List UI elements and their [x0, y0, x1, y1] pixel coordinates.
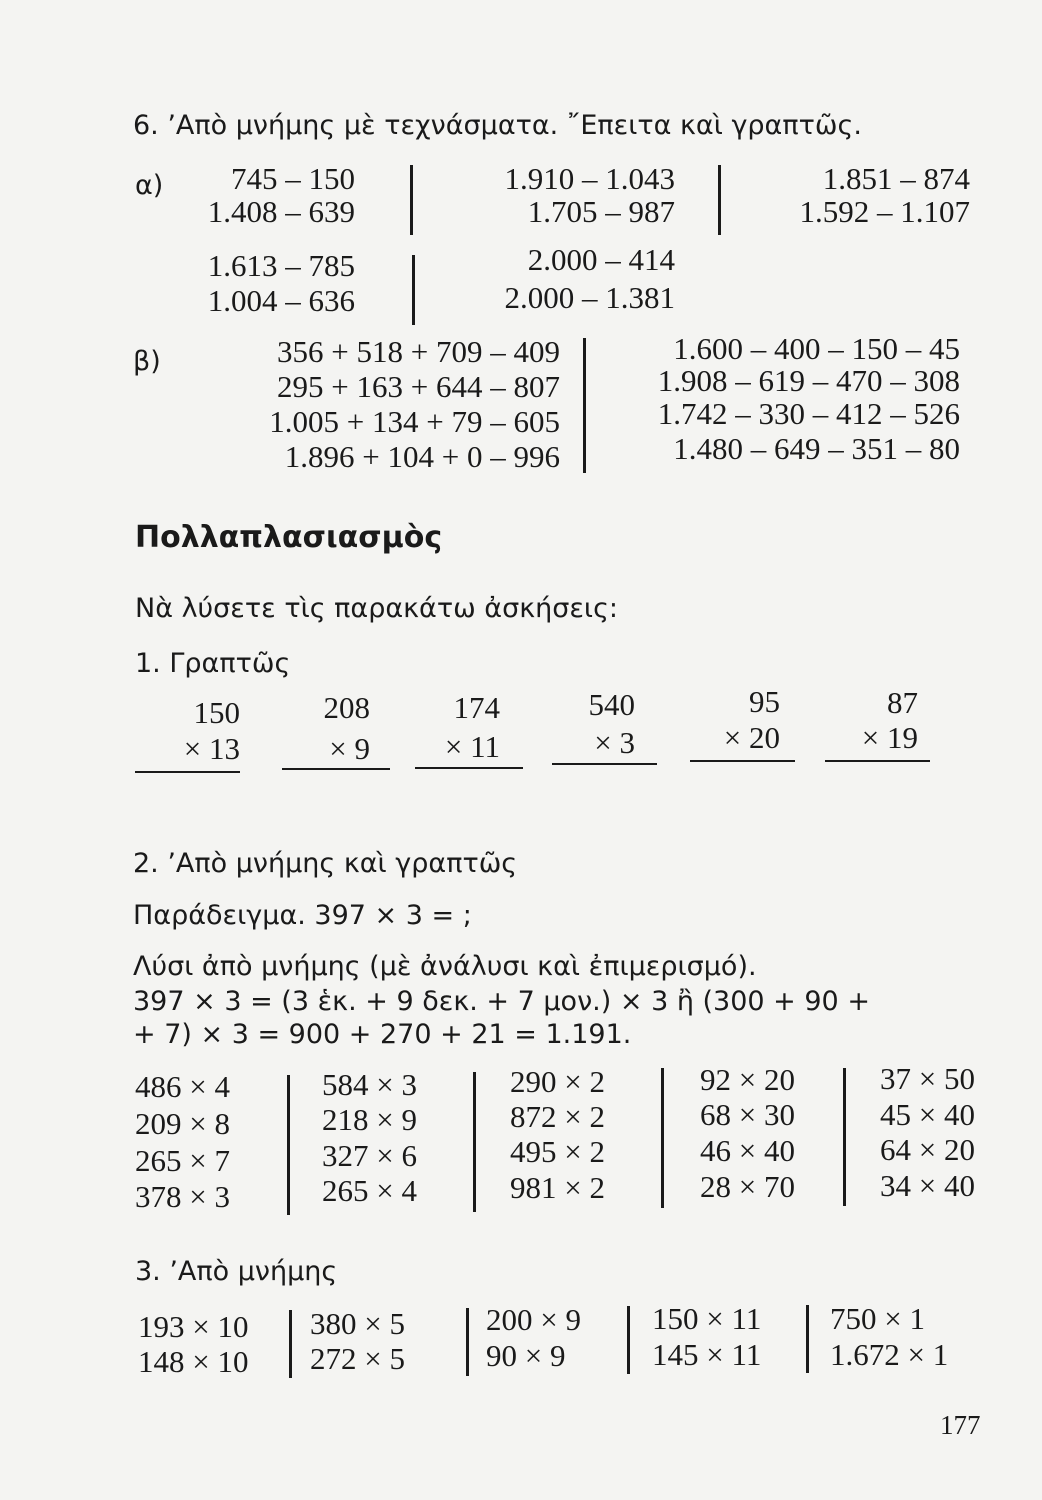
problem-2-rule: [282, 768, 390, 770]
ex2-c5-r4: 34 × 40: [880, 1168, 975, 1203]
intro-text: Nὰ λύσετε τὶς παρακάτω ἀσκήσεις:: [135, 593, 619, 624]
ex3-c1-r1: 193 × 10: [138, 1309, 249, 1344]
ex2-c1-r3: 265 × 7: [135, 1143, 230, 1178]
beta-left-row2: 295 + 163 + 644 – 807: [277, 369, 560, 404]
ex2-c3-r1: 290 × 2: [510, 1064, 605, 1099]
ex3-c3-r1: 200 × 9: [486, 1302, 581, 1337]
ex2-c5-r1: 37 × 50: [880, 1061, 975, 1096]
page-number: 177: [940, 1410, 981, 1440]
alpha-col1-row2: 1.408 – 639: [207, 194, 355, 229]
alpha-label: α): [135, 170, 164, 201]
solution-line-1: Λύσι ἀπὸ μνήμης (μὲ ἀνάλυσι καὶ ἐπιμερισμό).: [133, 951, 757, 982]
problem-1-top: 150: [193, 695, 240, 730]
beta-label: β): [133, 346, 161, 377]
problem-1-bottom: × 13: [183, 731, 240, 766]
exercise-1-title: 1. Γραπτῶς: [135, 648, 291, 679]
ex3-c4-r2: 145 × 11: [652, 1337, 762, 1372]
column-divider: [583, 338, 586, 473]
column-divider: [843, 1068, 846, 1206]
problem-6-bottom: × 19: [861, 720, 918, 755]
ex2-c4-r1: 92 × 20: [700, 1062, 795, 1097]
ex2-c2-r3: 327 × 6: [322, 1138, 417, 1173]
ex3-c1-r2: 148 × 10: [138, 1344, 249, 1379]
problem-6-rule: [825, 760, 930, 762]
ex2-c3-r2: 872 × 2: [510, 1099, 605, 1134]
alpha-col3-row1: 1.851 – 874: [822, 161, 970, 196]
exercise-2-title: 2. ’Aπὸ μνήμης καὶ γραπτῶς: [133, 848, 518, 879]
problem-5-top: 95: [749, 684, 780, 719]
ex3-c3-r2: 90 × 9: [486, 1338, 566, 1373]
solution-line-2: 397 × 3 = (3 ἑκ. + 9 δεκ. + 7 μον.) × 3 ἢ (300 + 90 +: [133, 986, 870, 1017]
ex3-c2-r2: 272 × 5: [310, 1341, 405, 1376]
beta-left-row4: 1.896 + 104 + 0 – 996: [284, 439, 560, 474]
exercise-6-title: 6. ’Aπὸ μνήμης μὲ τεχνάσματα. ῎Eπειτα καὶ γραπτῶς.: [133, 110, 862, 141]
problem-2-bottom: × 9: [329, 731, 370, 766]
ex2-c2-r4: 265 × 4: [322, 1173, 417, 1208]
ex2-c5-r3: 64 × 20: [880, 1132, 975, 1167]
beta-left-row1: 356 + 518 + 709 – 409: [277, 334, 560, 369]
problem-4-top: 540: [588, 687, 635, 722]
beta-right-row3: 1.742 – 330 – 412 – 526: [657, 396, 960, 431]
ex2-c1-r1: 486 × 4: [135, 1069, 230, 1104]
section-title: Πολλαπλασιασμὸς: [135, 520, 443, 555]
problem-1-rule: [135, 771, 240, 773]
beta-left-row3: 1.005 + 134 + 79 – 605: [269, 404, 560, 439]
ex2-c5-r2: 45 × 40: [880, 1097, 975, 1132]
column-divider: [412, 255, 415, 325]
alpha-col4-row2: 1.004 – 636: [207, 283, 355, 318]
column-divider: [466, 1308, 469, 1376]
ex2-c4-r4: 28 × 70: [700, 1169, 795, 1204]
column-divider: [289, 1310, 292, 1378]
problem-6-top: 87: [887, 685, 918, 720]
solution-line-3: + 7) × 3 = 900 + 270 + 21 = 1.191.: [133, 1019, 632, 1050]
problem-4-rule: [552, 763, 657, 765]
problem-3-bottom: × 11: [444, 729, 500, 764]
alpha-col3-row2: 1.592 – 1.107: [799, 194, 970, 229]
problem-5-bottom: × 20: [723, 720, 780, 755]
beta-right-row4: 1.480 – 649 – 351 – 80: [673, 431, 960, 466]
beta-right-row2: 1.908 – 619 – 470 – 308: [657, 363, 960, 398]
ex3-c2-r1: 380 × 5: [310, 1306, 405, 1341]
ex2-c1-r2: 209 × 8: [135, 1106, 230, 1141]
alpha-col2-row2: 1.705 – 987: [527, 194, 675, 229]
column-divider: [661, 1068, 664, 1208]
ex2-c2-r2: 218 × 9: [322, 1102, 417, 1137]
problem-2-top: 208: [323, 690, 370, 725]
column-divider: [473, 1072, 476, 1212]
problem-3-rule: [415, 767, 523, 769]
alpha-col4-row1: 1.613 – 785: [207, 248, 355, 283]
beta-right-row1: 1.600 – 400 – 150 – 45: [673, 331, 960, 366]
problem-3-top: 174: [453, 690, 500, 725]
ex2-c4-r3: 46 × 40: [700, 1133, 795, 1168]
problem-4-bottom: × 3: [594, 725, 635, 760]
ex2-c3-r3: 495 × 2: [510, 1134, 605, 1169]
ex2-c2-r1: 584 × 3: [322, 1067, 417, 1102]
alpha-col2-row1: 1.910 – 1.043: [504, 161, 675, 196]
alpha-col1-row1: 745 – 150: [231, 161, 355, 196]
column-divider: [718, 165, 721, 235]
alpha-col5-row1: 2.000 – 414: [527, 242, 675, 277]
ex3-c5-r2: 1.672 × 1: [830, 1337, 949, 1372]
column-divider: [806, 1305, 809, 1373]
ex2-c1-r4: 378 × 3: [135, 1179, 230, 1214]
ex2-c4-r2: 68 × 30: [700, 1097, 795, 1132]
ex2-c3-r4: 981 × 2: [510, 1170, 605, 1205]
example-text: Παράδειγμα. 397 × 3 = ;: [133, 900, 472, 931]
column-divider: [410, 165, 413, 235]
alpha-col5-row2: 2.000 – 1.381: [504, 280, 675, 315]
ex3-c4-r1: 150 × 11: [652, 1301, 762, 1336]
column-divider: [627, 1306, 630, 1374]
exercise-3-title: 3. ’Aπὸ μνήμης: [135, 1256, 338, 1287]
problem-5-rule: [690, 760, 795, 762]
column-divider: [287, 1075, 290, 1215]
ex3-c5-r1: 750 × 1: [830, 1301, 925, 1336]
